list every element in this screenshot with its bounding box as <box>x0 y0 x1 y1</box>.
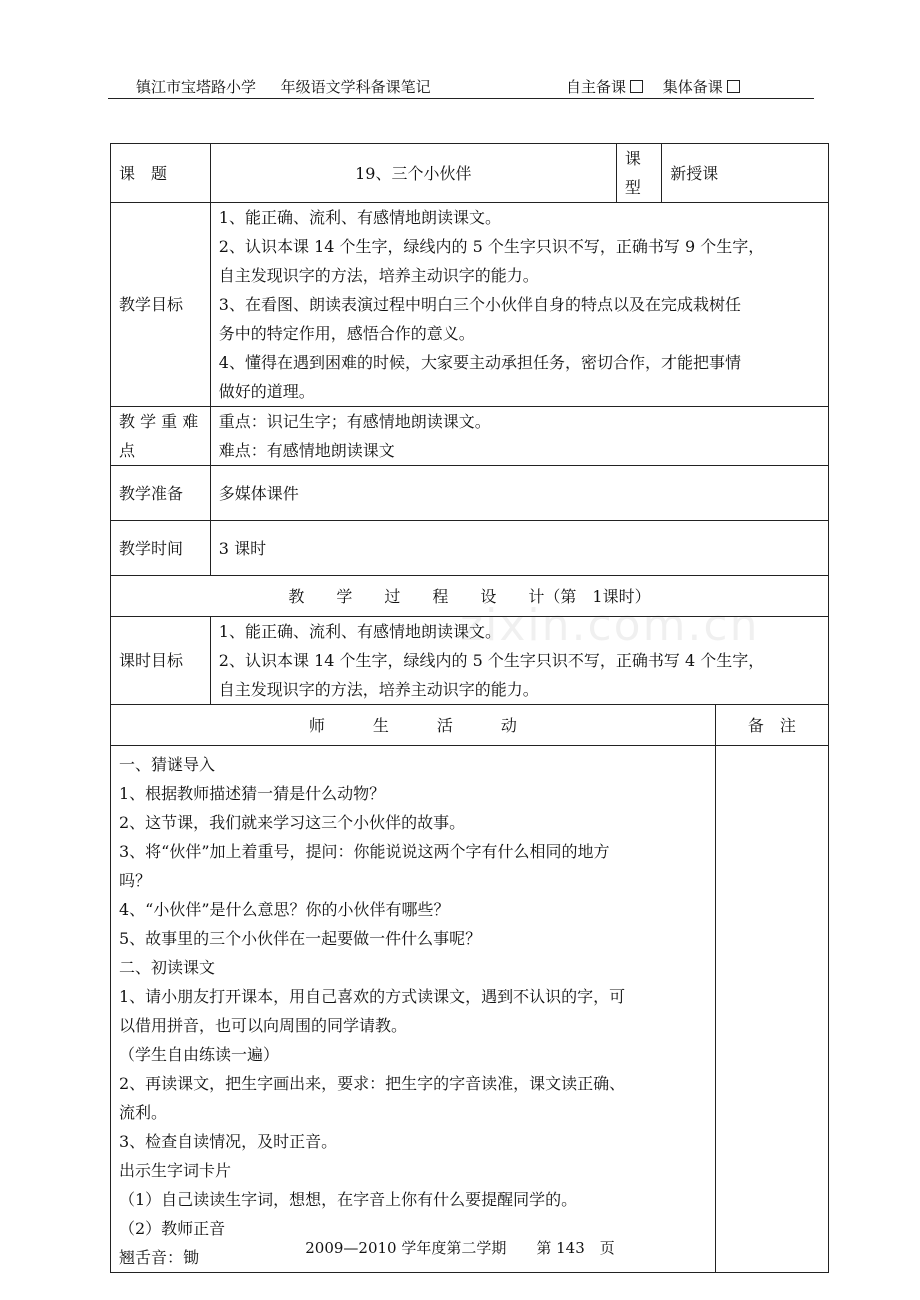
prep-content: 多媒体课件 <box>210 466 828 521</box>
lesson-title: 19、三个小伙伴 <box>210 144 616 203</box>
header-left <box>136 76 431 97</box>
activity-line: 1、请小朋友打开课本，用自己喜欢的方式读课文，遇到不认识的字，可 <box>119 987 626 1006</box>
goal-line: 务中的特定作用，感悟合作的意义。 <box>218 324 475 343</box>
activity-line: 4、“小伙伴”是什么意思？你的小伙伴有哪些？ <box>119 900 450 919</box>
goals-label: 教学目标 <box>111 203 211 407</box>
goal-line: 3、在看图、朗读表演过程中明白三个小伙伴自身的特点以及在完成栽树任 <box>218 295 741 314</box>
school-name: 镇江市宝塔路小学 <box>136 78 257 96</box>
title-label: 课 题 <box>111 144 211 203</box>
design-heading-row <box>111 576 829 617</box>
activity-line: 流利。 <box>119 1103 168 1122</box>
design-heading: 教 学 过 程 设 计（第 1课时） <box>111 576 829 617</box>
activity-line: （学生自由练读一遍） <box>119 1045 280 1064</box>
time-label: 教学时间 <box>111 521 211 576</box>
period-goal-line: 自主发现识字的方法，培养主动识字的能力。 <box>218 680 539 699</box>
lesson-type: 新授课 <box>662 144 829 203</box>
difficulty-text: 难点：有感情地朗读课文 <box>218 441 395 460</box>
keypoints-row <box>111 407 829 466</box>
page-header <box>108 74 814 99</box>
goals-content <box>210 203 828 407</box>
period-goals-label: 课时目标 <box>111 617 211 705</box>
goal-line: 自主发现识字的方法，培养主动识字的能力。 <box>218 266 539 285</box>
activity-line: 以借用拼音，也可以向周围的同学请教。 <box>119 1016 408 1035</box>
activity-line: 5、故事里的三个小伙伴在一起要做一件什么事呢？ <box>119 929 482 948</box>
activity-line: 二、初读课文 <box>119 958 216 977</box>
type-label: 课型 <box>616 144 661 203</box>
watermark: zixin.com.cn <box>460 600 760 651</box>
activity-line: 一、猜谜导入 <box>119 755 216 774</box>
keypoint-text: 重点：识记生字；有感情地朗读课文。 <box>218 412 491 431</box>
period-goal-line: 2、认识本课 14 个生字，绿线内的 5 个生字只识不写，正确书写 4 个生字， <box>218 651 765 670</box>
activities-content <box>111 746 716 1273</box>
activity-heading: 师 生 活 动 <box>111 705 716 746</box>
period-goal-line: 1、能正确、流利、有感情地朗读课文。 <box>218 622 501 641</box>
notes-heading: 备 注 <box>715 705 828 746</box>
period-goals-content <box>210 617 828 705</box>
keypoints-label: 教 学 重 难 点 <box>111 407 211 466</box>
group-prep-checkbox[interactable] <box>727 80 740 93</box>
activity-line: 3、将“伙伴”加上着重号，提问：你能说说这两个字有什么相同的地方 <box>119 842 610 861</box>
self-prep-label: 自主备课 <box>566 78 627 96</box>
activities-row <box>111 746 829 1273</box>
goals-row <box>111 203 829 407</box>
goal-line: 1、能正确、流利、有感情地朗读课文。 <box>218 208 501 227</box>
activity-line: （1）自己读读生字词，想想，在字音上你有什么要提醒同学的。 <box>119 1190 578 1209</box>
lesson-plan-table <box>110 143 829 1273</box>
activity-line: （2）教师正音 <box>119 1219 226 1238</box>
activity-line: 2、再读课文，把生字画出来，要求：把生字的字音读准，课文读正确、 <box>119 1074 626 1093</box>
activity-line: 2、这节课，我们就来学习这三个小伙伴的故事。 <box>119 813 466 832</box>
group-prep-label: 集体备课 <box>662 78 723 96</box>
title-row <box>111 144 829 203</box>
self-prep-checkbox[interactable] <box>630 80 643 93</box>
prep-row <box>111 466 829 521</box>
page-footer: 2009—2010 学年度第二学期 第 143 页 <box>305 1239 615 1257</box>
period-goals-row <box>111 617 829 705</box>
goal-line: 做好的道理。 <box>218 382 315 401</box>
activity-line: 3、检查自读情况，及时正音。 <box>119 1132 338 1151</box>
activity-line: 吗？ <box>119 871 152 890</box>
activity-line: 1、根据教师描述猜一猜是什么动物？ <box>119 784 386 803</box>
subject-title: 年级语文学科备课笔记 <box>280 78 431 96</box>
prep-label: 教学准备 <box>111 466 211 521</box>
time-content: 3 课时 <box>210 521 828 576</box>
activity-line: 出示生字词卡片 <box>119 1161 232 1180</box>
goal-line: 4、懂得在遇到困难的时候，大家要主动承担任务，密切合作，才能把事情 <box>218 353 741 372</box>
activity-line: 翘舌音：锄 <box>119 1248 200 1267</box>
activity-heading-row <box>111 705 829 746</box>
header-right <box>566 76 740 97</box>
time-row <box>111 521 829 576</box>
goal-line: 2、认识本课 14 个生字，绿线内的 5 个生字只识不写，正确书写 9 个生字， <box>218 237 765 256</box>
keypoints-content <box>210 407 828 466</box>
notes-content <box>715 746 828 1273</box>
